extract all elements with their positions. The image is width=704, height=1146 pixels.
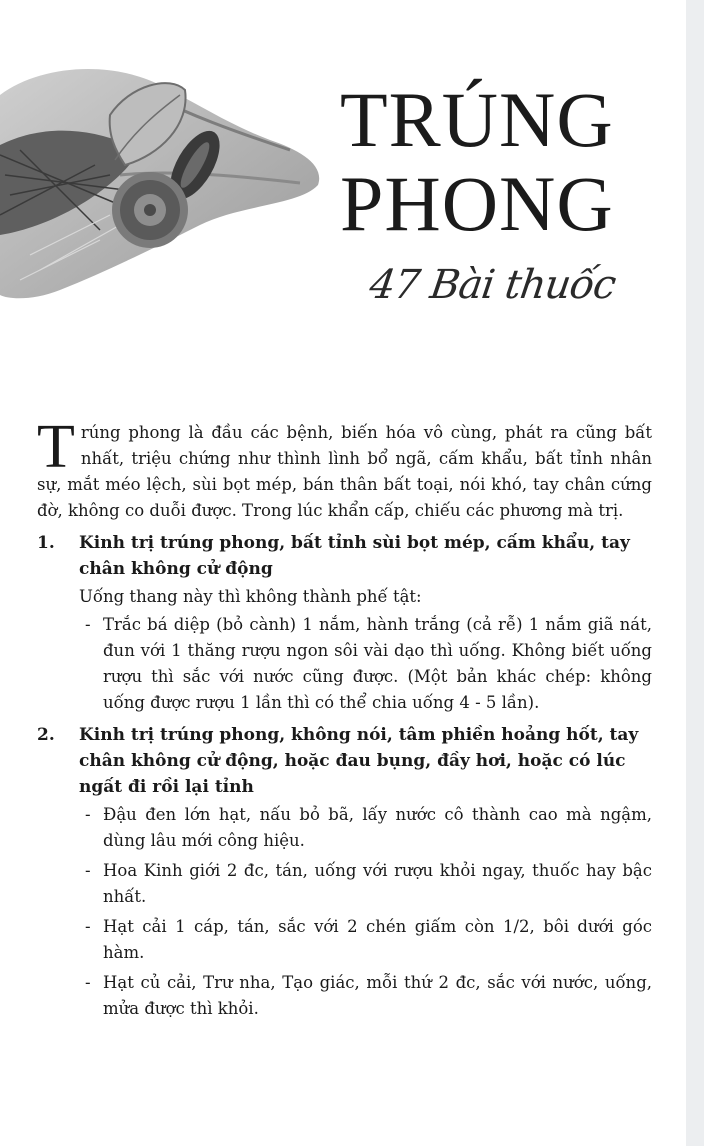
list-item: - Trắc bá diệp (bỏ cành) 1 nắm, hành trắng (cả rễ) 1 nắm giã nát, đun với 1 thăng rượu ngon sôi vài dạo thì uống. Không biết uống rượu thì sắc với nước cũng được. (Một bản khác chép: không uống được rượu 1 lần thì có thể chia uống 4 - 5 lần). [79,612,652,716]
remedy-list [79,802,652,1022]
section-heading [37,722,652,800]
herbs-in-hand-illustration [0,55,330,305]
remedy-section-1 [37,530,652,716]
page-edge [686,0,704,1146]
title-line-1: TRÚNG [340,76,614,163]
drop-cap: T [37,413,75,481]
section-heading [37,530,652,582]
intro-text: rúng phong là đầu các bệnh, biến hóa vô cùng, phát ra cũng bất nhất, triệu chứng như thình lình bổ ngã, cấm khẩu, bất tỉnh nhân sự, mắt méo lệch, sùi bọt mép, bán thân bất toại, nói khó, tay chân cứng đờ, không co duỗi được. Trong lúc khẩn cấp, chiếu các phương mà trị. [37,423,652,520]
section-number: 2. [37,725,55,745]
remedy-section-2 [37,722,652,1022]
list-item: - Hoa Kinh giới 2 đc, tán, uống với rượu khỏi ngay, thuốc hay bậc nhất. [79,858,652,910]
main-content [37,413,652,1026]
remedy-list [79,612,652,716]
intro-paragraph [37,413,652,524]
section-title: Kinh trị trúng phong, không nói, tâm phiền hoảng hốt, tay chân không cử động, hoặc đau bụng, đầy hơi, hoặc có lúc ngất đi rồi lại tỉnh [79,725,639,797]
section-title: Kinh trị trúng phong, bất tỉnh sùi bọt mép, cấm khẩu, tay chân không cử động [79,533,630,579]
list-item: - Hạt cải 1 cáp, tán, sắc với 2 chén giấm còn 1/2, bôi dưới góc hàm. [79,914,652,966]
section-lead: Uống thang này thì không thành phế tật: [79,587,422,606]
page-subtitle: 47 Bài thuốc [366,262,619,308]
list-item: - Đậu đen lớn hạt, nấu bỏ bã, lấy nước cô thành cao mà ngậm, dùng lâu mới công hiệu. [79,802,652,854]
section-number: 1. [37,533,55,553]
page-title [340,78,670,246]
list-item: - Hạt củ cải, Trư nha, Tạo giác, mỗi thứ 2 đc, sắc với nước, uống, mửa được thì khỏi. [79,970,652,1022]
title-line-2: PHONG [340,160,614,247]
